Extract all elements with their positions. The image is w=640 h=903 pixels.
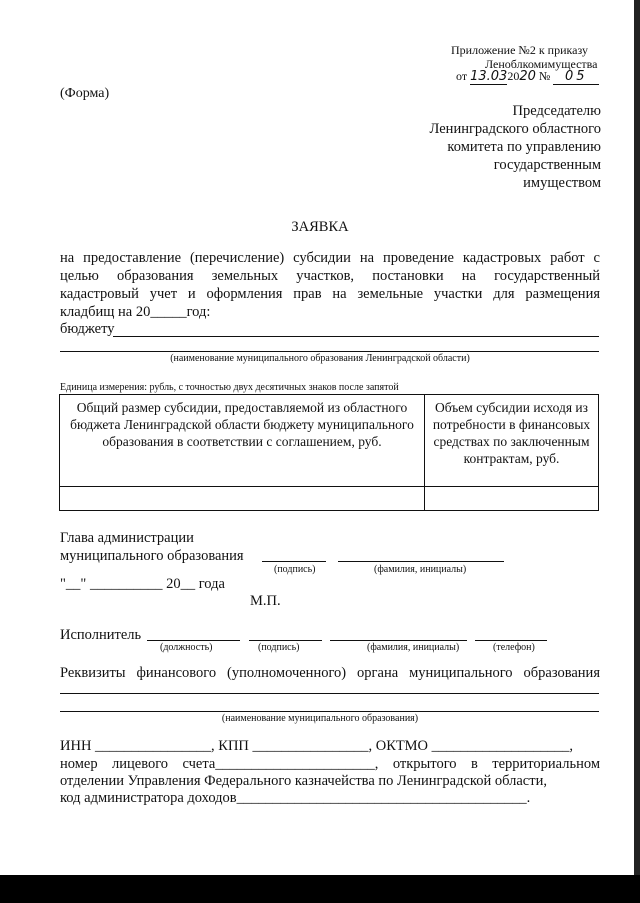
date-year-handwritten: 20 [519, 69, 536, 84]
addressee-line-1: Председателю [512, 103, 601, 119]
unit-note: Единица измерения: рубль, с точностью двух десятичных знаков после запятой [60, 382, 399, 393]
date-handwritten: 13.03 [470, 69, 508, 84]
head-sign-line [262, 561, 326, 562]
executor-sign-line [249, 640, 322, 641]
appendix-line-2: Леноблкомимущества [485, 57, 598, 71]
head-name-caption: (фамилия, инициалы) [374, 564, 467, 575]
executor-name-line [330, 640, 467, 641]
table-header-row [60, 395, 599, 487]
order-date-line [456, 69, 599, 85]
intro-line-3: кадастровый учет и оформления прав на земельные участки для размещения [60, 286, 600, 302]
col2-header: Объем субсидии исходя из потребности в финансовых средствах по заключенным контрактам, руб. [425, 395, 599, 487]
number-prefix: № [538, 69, 551, 83]
number-handwritten: 05 [553, 69, 599, 85]
inn-line: ИНН ________________, КПП ________________, ОКТМО ___________________, [60, 738, 573, 754]
executor-label: Исполнитель [60, 627, 142, 643]
head-title-2: муниципального образования [60, 548, 244, 564]
intro-line-4: кладбищ на 20_____год: [60, 304, 211, 320]
col1-header: Общий размер субсидии, предоставляемой из областного бюджета Ленинградской области бюджету муниципального образования в соответствии с соглашением, руб. [60, 395, 425, 487]
subsidy-table [59, 394, 599, 511]
intro-line-1: на предоставление (перечисление) субсидии на проведение кадастровых работ с [60, 250, 600, 266]
date-prefix: от [456, 69, 468, 83]
budget-name-line-2 [60, 351, 599, 352]
intro-line-2: целью образования земельных участков, постановки на государственный [60, 268, 600, 284]
addressee-line-4: государственным [493, 157, 601, 173]
scan-edge-right [634, 0, 640, 903]
table-value-row [60, 487, 599, 511]
requisites-line-1 [60, 693, 599, 694]
stamp-place: М.П. [250, 593, 281, 609]
executor-sign-caption: (подпись) [258, 642, 300, 653]
col1-value[interactable] [60, 487, 425, 511]
appendix-line-1: Приложение №2 к приказу [451, 43, 588, 57]
executor-phone-caption: (телефон) [493, 642, 535, 653]
treasury-line: отделении Управления Федерального казначейства по Ленинградской области, [60, 773, 547, 789]
sign-date-line: "__" __________ 20__ года [60, 576, 225, 592]
addressee-block [430, 102, 601, 192]
executor-name-caption: (фамилия, инициалы) [367, 642, 460, 653]
executor-position-caption: (должность) [160, 642, 213, 653]
intro-line-5: бюджету [60, 321, 115, 337]
budget-caption: (наименование муниципального образования Ленинградской области) [170, 353, 470, 364]
requisites-caption: (наименование муниципального образования) [221, 713, 419, 724]
budget-name-line [113, 336, 599, 337]
account-line: номер лицевого счета______________________, открытого в территориальном [60, 756, 600, 772]
revenue-code-line: код администратора доходов________________________________________. [60, 790, 531, 806]
head-name-line [338, 561, 504, 562]
col2-value[interactable] [425, 487, 599, 511]
requisites-heading: Реквизиты финансового (уполномоченного) органа муниципального образования [60, 665, 600, 681]
date-year-prefix: 20 [507, 69, 520, 83]
addressee-line-5: имуществом [523, 175, 601, 191]
scan-edge-bottom [0, 875, 640, 903]
head-sign-caption: (подпись) [274, 564, 316, 575]
executor-position-line [147, 640, 240, 641]
addressee-line-2: Ленинградского областного [429, 121, 601, 137]
form-label: (Форма) [60, 86, 110, 101]
document-title: ЗАЯВКА [291, 219, 349, 235]
head-title-1: Глава администрации [60, 530, 194, 546]
addressee-line-3: комитета по управлению [447, 139, 601, 155]
requisites-line-2 [60, 711, 599, 712]
executor-phone-line [475, 640, 547, 641]
